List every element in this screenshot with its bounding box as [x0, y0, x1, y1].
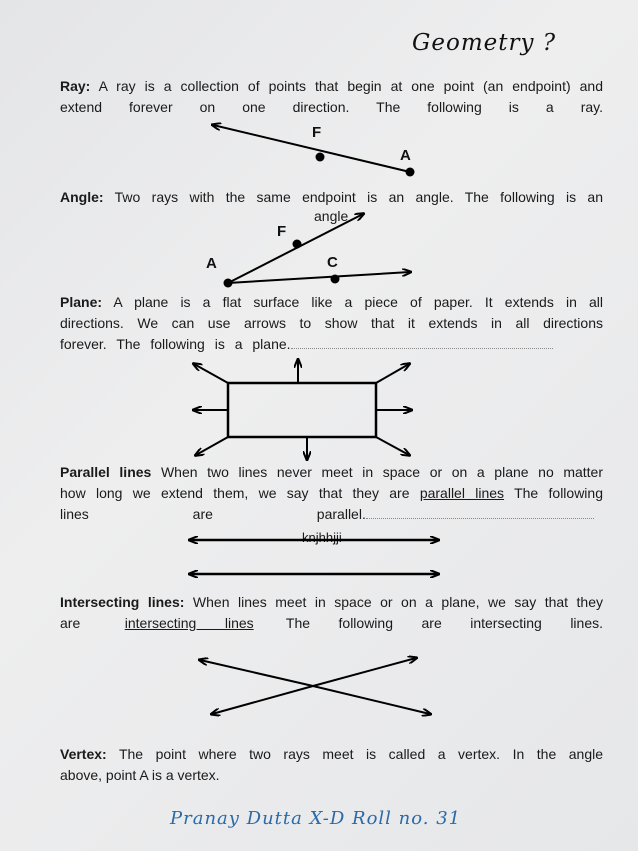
ray-term: Ray:	[60, 78, 91, 94]
ray-point-f	[316, 153, 325, 162]
angle-point-a	[224, 279, 233, 288]
page-title: Geometry ?	[412, 30, 557, 56]
angle-figure	[206, 214, 410, 288]
plane-text-3: forever. The following is a plane.	[60, 336, 291, 352]
vertex-text-1: The point where two rays meet is called a vertex. In the angle	[118, 746, 603, 762]
ray-figure	[213, 124, 415, 177]
ray-point-a	[406, 168, 415, 177]
intersecting-lines-link[interactable]: intersecting lines	[124, 615, 254, 631]
angle-point-c	[331, 275, 340, 284]
parallel-figure	[190, 540, 438, 574]
angle-point-f	[293, 240, 302, 249]
angle-ray-af	[228, 214, 363, 283]
parallel-text-2a: how long we extend them, we say that they are	[60, 485, 410, 501]
plane-text-2: directions. We can use arrows to show that it extends in all directions	[60, 315, 603, 331]
intersecting-line-2-right	[313, 658, 416, 686]
vertex-term: Vertex:	[60, 746, 107, 762]
intersecting-line-2-left	[212, 686, 313, 714]
vertex-text-2: above, point A is a vertex.	[60, 767, 220, 783]
ray-text-2: extend forever on one direction. The following is a ray.	[60, 99, 603, 115]
footer-author: Pranay Dutta X-D Roll no. 31	[170, 808, 462, 829]
intersecting-line-1-left	[200, 660, 313, 686]
angle-label-a: A	[206, 255, 217, 272]
plane-rectangle	[228, 383, 376, 437]
angle-ray-ac	[228, 272, 410, 283]
angle-label-c: C	[327, 254, 338, 271]
intersecting-line-1-right	[313, 686, 430, 714]
intersecting-term: Intersecting lines:	[60, 594, 185, 610]
parallel-lines-link[interactable]: parallel lines	[419, 485, 505, 501]
plane-arrow-bottom-left	[196, 437, 228, 455]
plane-arrow-bottom-right	[376, 437, 409, 455]
intersecting-text-2b: The following are intersecting lines.	[285, 615, 604, 631]
angle-text-1: Two rays with the same endpoint is an angle. The following is an	[114, 189, 604, 205]
intersecting-text-2a: are	[60, 615, 81, 631]
plane-text-1: A plane is a flat surface like a piece of paper. It extends in all	[113, 294, 603, 310]
angle-term: Angle:	[60, 189, 104, 205]
plane-figure	[194, 360, 411, 459]
parallel-term: Parallel lines	[60, 464, 152, 480]
parallel-text-3: lines are parallel.	[60, 506, 366, 522]
angle-label-f: F	[277, 223, 287, 240]
plane-arrow-top-left	[194, 364, 228, 383]
plane-arrow-top-right	[376, 364, 409, 383]
ray-text-1: A ray is a collection of points that begin at one point (an endpoint) and	[98, 78, 603, 94]
plane-term: Plane:	[60, 294, 103, 310]
parallel-text-2b: The following	[514, 485, 603, 501]
parallel-text-1: When two lines never meet in space or on a plane no matter	[160, 464, 604, 480]
angle-text-2: angle	[314, 208, 349, 224]
ray-label-a: A	[400, 147, 411, 164]
intersecting-figure	[200, 658, 430, 714]
intersecting-text-1: When lines meet in space or on a plane, we say that they	[192, 594, 604, 610]
ray-label-f: F	[312, 124, 322, 141]
stray-text: knjhhjji	[302, 530, 342, 545]
